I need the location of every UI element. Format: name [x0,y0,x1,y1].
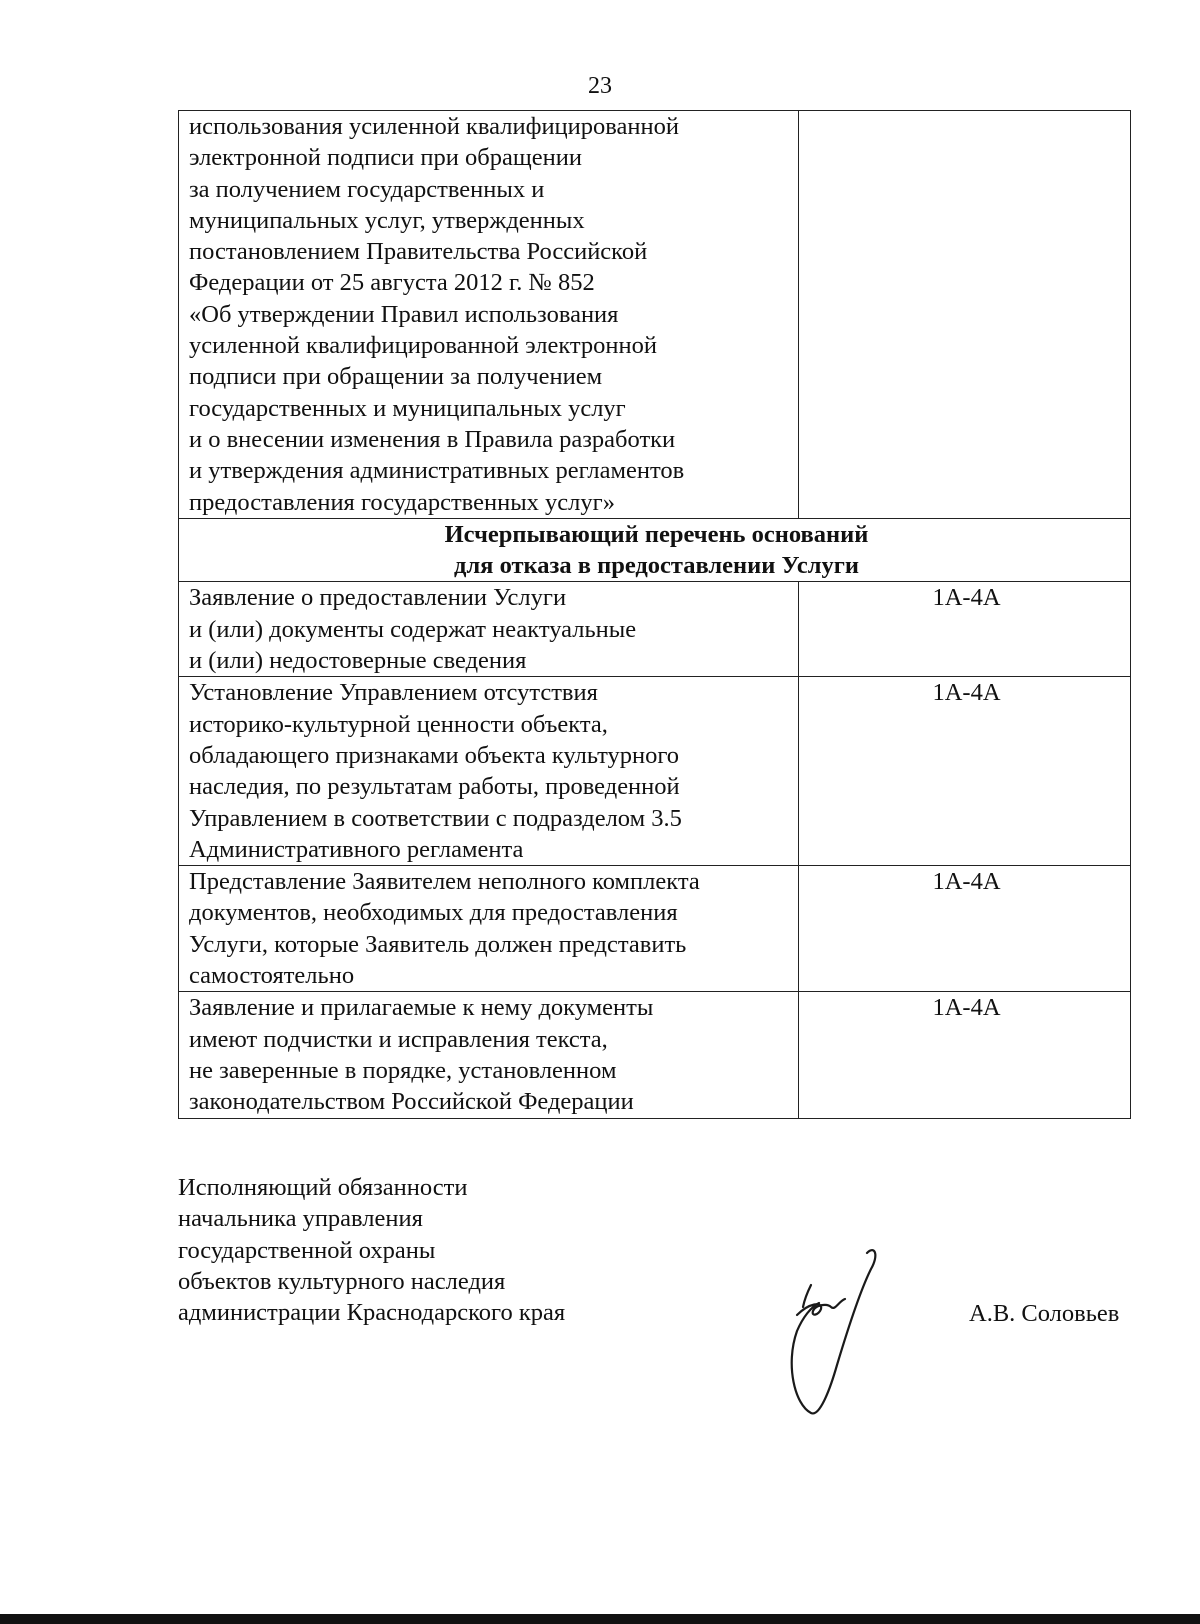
text-line: и (или) недостоверные сведения [189,647,527,675]
section-heading-row [179,518,1131,582]
text-line: самостоятельно [189,962,355,990]
text-line: усиленной квалифицированной электронной [189,332,658,360]
refusal-grounds-table [178,110,1131,1119]
text-line: Заявление о предоставлении Услуги [189,584,567,612]
code-cell: 1А-4А [799,677,1131,866]
ground-text-cell [179,677,799,866]
position-line: начальника управления [178,1205,423,1233]
table-row-continuation [179,111,1131,519]
code-cell [799,111,1131,519]
text-line: и о внесении изменения в Правила разработки [189,425,676,453]
signer-name: А.В. Соловьев [969,1300,1120,1327]
text-line: государственных и муниципальных услуг [189,394,626,422]
text-line: Заявление и прилагаемые к нему документы [189,994,654,1022]
text-line: документов, необходимых для предоставления [189,899,678,927]
page-number: 23 [588,73,612,99]
table-row [179,582,1131,677]
text-line: обладающего признаками объекта культурного [189,741,680,769]
signatory-position [178,1172,565,1328]
heading-line: для отказа в предоставлении Услуги [454,552,859,580]
position-line: объектов культурного наследия [178,1267,506,1295]
position-line: Исполняющий обязанности [178,1174,468,1201]
text-line: использования усиленной квалифицированной [189,113,679,140]
text-line: электронной подписи при обращении [189,144,582,172]
section-heading [179,518,1131,582]
text-line: Федерации от 25 августа 2012 г. № 852 [189,269,595,297]
position-line: администрации Краснодарского края [178,1299,566,1327]
text-line: предоставления государственных услуг» [189,488,615,516]
text-line: законодательством Российской Федерации [189,1088,634,1116]
text-line: за получением государственных и [189,175,545,203]
heading-line: Исчерпывающий перечень оснований [444,520,869,548]
text-line: постановлением Правительства Российской [189,238,648,266]
text-line: не заверенные в порядке, установленном [189,1056,617,1084]
text-line: историко-культурной ценности объекта, [189,710,608,738]
table-row [179,992,1131,1118]
position-line: государственной охраны [178,1236,436,1264]
text-line: и утверждения административных регламентов [189,457,685,485]
text-line: «Об утверждении Правил использования [189,300,619,328]
text-line: и (или) документы содержат неактуальные [189,615,637,643]
text-line: Управлением в соответствии с подразделом 3.5 [189,804,682,832]
table-row [179,866,1131,992]
text-line: Установление Управлением отсутствия [189,679,598,707]
ground-text-cell [179,582,799,677]
text-line: подписи при обращении за получением [189,363,603,391]
handwritten-signature [775,1245,885,1425]
text-line: муниципальных услуг, утвержденных [189,206,585,234]
scan-edge-bar [0,1614,1200,1624]
table-row [179,677,1131,866]
text-line: Административного регламента [189,835,524,863]
code-cell: 1А-4А [799,582,1131,677]
ground-text-cell [179,866,799,992]
text-line: наследия, по результатам работы, проведенной [189,773,680,801]
ground-text-cell [179,992,799,1118]
text-line: имеют подчистки и исправления текста, [189,1025,608,1053]
ground-text-cell [179,111,799,519]
code-cell: 1А-4А [799,866,1131,992]
text-line: Услуги, которые Заявитель должен представить [189,930,687,958]
code-cell: 1А-4А [799,992,1131,1118]
text-line: Представление Заявителем неполного комплекта [189,868,700,896]
